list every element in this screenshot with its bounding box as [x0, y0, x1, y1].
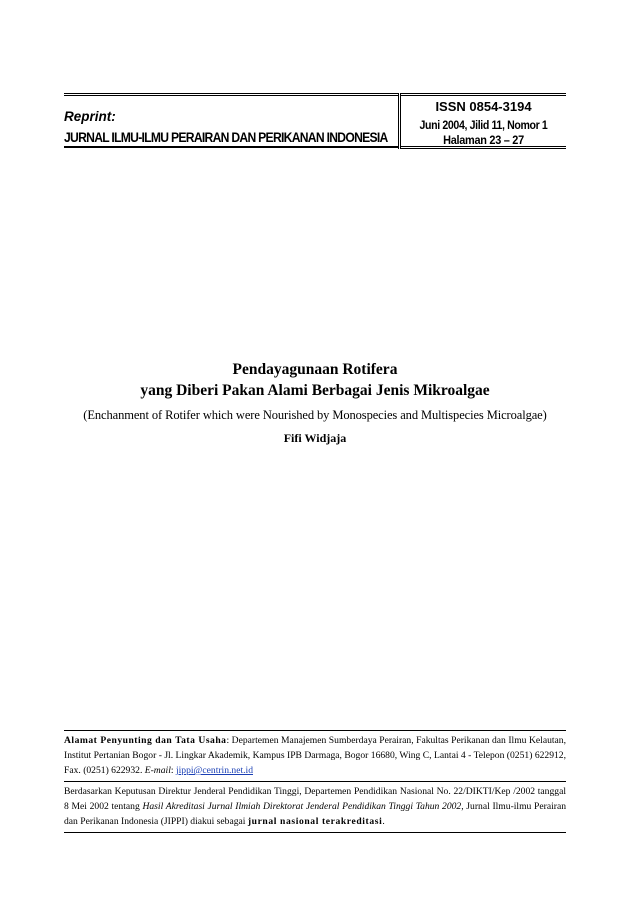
- article-subtitle: (Enchanment of Rotifer which were Nourished by Monospecies and Multispecies Microalgae): [83, 408, 547, 422]
- email-label: E-mail: [144, 765, 171, 776]
- article-author: Fifi Widjaja: [283, 431, 347, 445]
- accreditation-decree-title: Hasil Akreditasi Jurnal Ilmiah Direktorat Jenderal Pendidikan Tinggi Tahun 2002: [142, 801, 462, 812]
- publisher-footer: [64, 730, 566, 833]
- address-text: : Departemen Manajemen Sumberdaya Perairan, Fakultas Perikanan dan Ilmu Kelautan, Institut Pertanian Bogor - Jl. Lingkar Akademik, Kampus IPB Darmaga, Bogor 16680, Wing C, Lantai 4 - Telepon (0251) 622912, Fax. (0251) 622932.: [64, 735, 566, 776]
- journal-header: [64, 93, 398, 145]
- footer-bottom-rule: [64, 832, 566, 833]
- article-title-line1: Pendayagunaan Rotifera: [232, 361, 398, 378]
- accreditation-note: [64, 782, 566, 832]
- editorial-address: [64, 731, 566, 781]
- issn: ISSN 0854-3194: [435, 99, 532, 114]
- header-bottom-rule-right: [401, 146, 566, 149]
- issue-info: [401, 93, 566, 147]
- article-heading: [64, 360, 566, 446]
- accreditation-prefix: Berdasarkan Keputusan Direktur Jenderal Pendidikan Tinggi, Departemen Pendidikan Nasional No. 22/DIKTI/Kep /2002 tanggal 8 Mei 2002 tentang: [64, 786, 566, 812]
- accreditation-middle: , Jurnal Ilmu-ilmu Perairan dan Perikanan Indonesia (JIPPI) diakui sebagai: [64, 801, 567, 827]
- page-range: Halaman 23 – 27: [443, 135, 524, 147]
- journal-name: JURNAL ILMU-ILMU PERAIRAN DAN PERIKANAN INDONESIA: [64, 130, 388, 145]
- article-title-line2: yang Diberi Pakan Alami Berbagai Jenis Mikroalgae: [140, 382, 490, 399]
- address-label: Alamat Penyunting dan Tata Usaha: [64, 735, 227, 746]
- email-link[interactable]: jippi@centrin.net.id: [175, 765, 253, 776]
- reprint-label: Reprint:: [64, 109, 116, 124]
- header-bottom-rule-left: [64, 146, 398, 148]
- email-separator: :: [170, 765, 176, 776]
- accreditation-end: .: [382, 816, 385, 827]
- accreditation-status: jurnal nasional terakreditasi: [247, 816, 383, 827]
- issue-date: Juni 2004, Jilid 11, Nomor 1: [419, 120, 548, 132]
